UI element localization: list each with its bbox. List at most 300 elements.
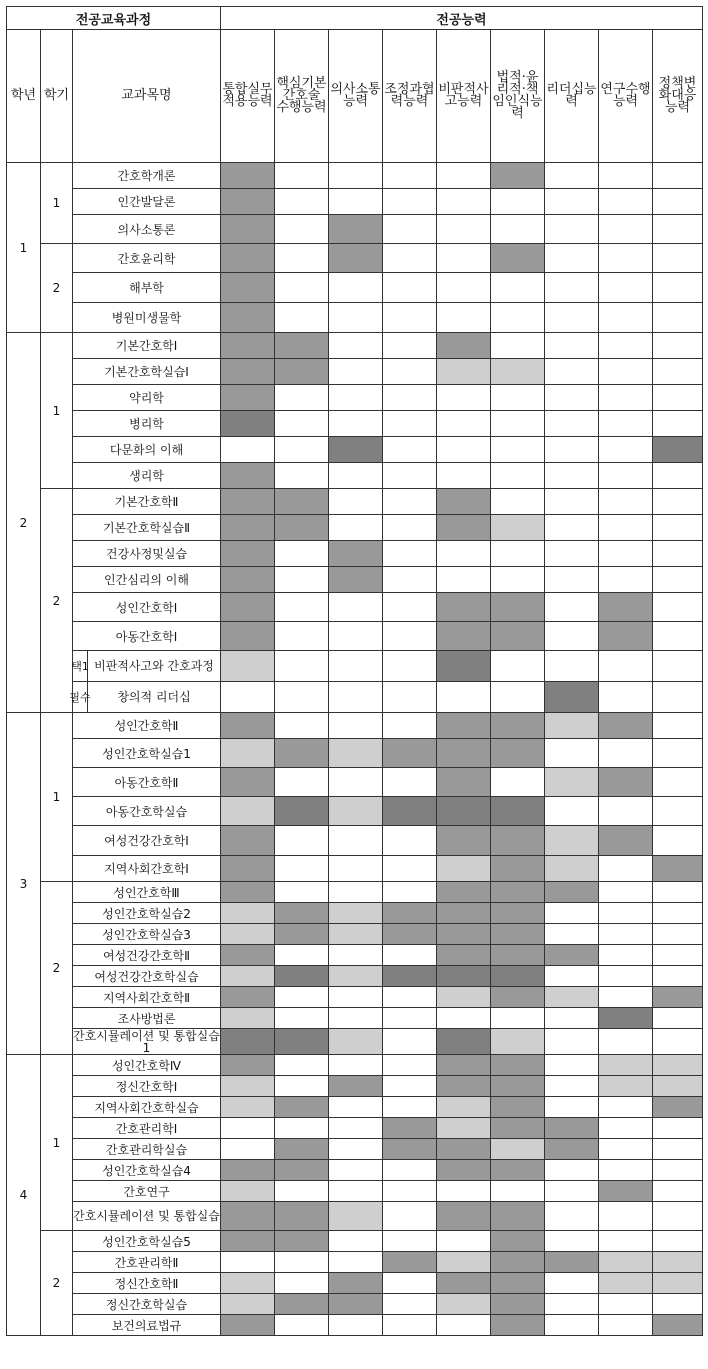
competency-cell-9	[653, 713, 703, 739]
competency-cell-8	[599, 515, 653, 541]
course-name: 간호윤리학	[73, 244, 221, 273]
semester-cell: 2	[41, 489, 73, 713]
competency-cell-3	[329, 411, 383, 437]
competency-cell-6	[491, 273, 545, 303]
table-row	[7, 567, 703, 593]
competency-cell-9	[653, 739, 703, 768]
table-row	[7, 1315, 703, 1336]
competency-cell-6	[491, 515, 545, 541]
competency-cell-2	[275, 1008, 329, 1029]
competency-cell-2	[275, 273, 329, 303]
course-name: 여성건강간호학Ⅱ	[73, 945, 221, 966]
competency-cell-8	[599, 1118, 653, 1139]
competency-cell-5	[437, 1008, 491, 1029]
competency-cell-4	[383, 1076, 437, 1097]
competency-header-3: 의사소통능력	[329, 30, 383, 163]
competency-cell-2	[275, 1231, 329, 1252]
table-row	[7, 826, 703, 856]
curriculum-competency-matrix	[6, 6, 703, 1336]
table-row	[7, 189, 703, 215]
competency-cell-5	[437, 1076, 491, 1097]
competency-cell-5	[437, 903, 491, 924]
competency-cell-9	[653, 411, 703, 437]
competency-cell-2	[275, 768, 329, 797]
competency-cell-6	[491, 1029, 545, 1055]
competency-cell-5	[437, 489, 491, 515]
competency-cell-2	[275, 359, 329, 385]
course-name: 간호시뮬레이션 및 통합실습	[73, 1202, 221, 1231]
competency-cell-7	[545, 882, 599, 903]
competency-cell-1	[221, 333, 275, 359]
competency-cell-6	[491, 856, 545, 882]
competency-cell-3	[329, 622, 383, 651]
competency-cell-6	[491, 1160, 545, 1181]
competency-cell-6	[491, 463, 545, 489]
competency-cell-9	[653, 1097, 703, 1118]
course-name: 약리학	[73, 385, 221, 411]
competency-cell-9	[653, 1273, 703, 1294]
competency-cell-8	[599, 903, 653, 924]
table-row	[7, 1008, 703, 1029]
competency-cell-3	[329, 903, 383, 924]
competency-cell-4	[383, 1252, 437, 1273]
competency-cell-9	[653, 882, 703, 903]
competency-cell-7	[545, 1181, 599, 1202]
competency-cell-5	[437, 987, 491, 1008]
table-row	[7, 1139, 703, 1160]
competency-cell-2	[275, 1055, 329, 1076]
competency-cell-1	[221, 215, 275, 244]
competency-cell-3	[329, 163, 383, 189]
competency-cell-5	[437, 1315, 491, 1336]
competency-cell-9	[653, 333, 703, 359]
table-row	[7, 489, 703, 515]
competency-cell-7	[545, 1008, 599, 1029]
course-name: 아동간호학Ⅰ	[73, 622, 221, 651]
competency-header-8: 연구수행능력	[599, 30, 653, 163]
competency-cell-8	[599, 463, 653, 489]
competency-cell-7	[545, 651, 599, 682]
competency-cell-3	[329, 1294, 383, 1315]
course-name: 지역사회간호학Ⅰ	[73, 856, 221, 882]
competency-cell-2	[275, 1029, 329, 1055]
course-name-text: 창의적 리더십	[117, 690, 191, 704]
competency-cell-9	[653, 903, 703, 924]
competency-cell-1	[221, 1055, 275, 1076]
competency-cell-7	[545, 1202, 599, 1231]
competency-cell-6	[491, 1294, 545, 1315]
table-row	[7, 385, 703, 411]
competency-cell-8	[599, 1202, 653, 1231]
competency-cell-9	[653, 215, 703, 244]
course-name: 정신간호학Ⅰ	[73, 1076, 221, 1097]
competency-cell-2	[275, 713, 329, 739]
course-name: 성인간호학Ⅱ	[73, 713, 221, 739]
competency-cell-2	[275, 567, 329, 593]
course-name-text: 비판적사고와 간호과정	[94, 659, 214, 673]
competency-cell-7	[545, 1231, 599, 1252]
competency-header-6: 법적·윤리적·책임인식능력	[491, 30, 545, 163]
competency-cell-4	[383, 541, 437, 567]
course-name: 기본간호학Ⅱ	[73, 489, 221, 515]
competency-cell-8	[599, 713, 653, 739]
competency-cell-1	[221, 1315, 275, 1336]
table-row	[7, 163, 703, 189]
competency-cell-6	[491, 651, 545, 682]
competency-cell-7	[545, 303, 599, 333]
competency-cell-5	[437, 437, 491, 463]
competency-cell-9	[653, 622, 703, 651]
competency-cell-7	[545, 489, 599, 515]
competency-cell-8	[599, 189, 653, 215]
competency-cell-1	[221, 903, 275, 924]
competency-cell-1	[221, 1231, 275, 1252]
competency-cell-8	[599, 826, 653, 856]
competency-cell-8	[599, 163, 653, 189]
competency-cell-1	[221, 567, 275, 593]
competency-cell-1	[221, 163, 275, 189]
competency-cell-3	[329, 682, 383, 713]
semester-cell: 1	[41, 163, 73, 244]
competency-cell-5	[437, 856, 491, 882]
competency-cell-6	[491, 882, 545, 903]
competency-cell-1	[221, 541, 275, 567]
competency-cell-4	[383, 333, 437, 359]
table-row	[7, 1118, 703, 1139]
semester-cell: 2	[41, 244, 73, 333]
competency-cell-5	[437, 1294, 491, 1315]
table-row	[7, 651, 703, 682]
competency-cell-4	[383, 437, 437, 463]
table-row	[7, 856, 703, 882]
competency-cell-1	[221, 797, 275, 826]
curriculum-header: 전공교육과정	[7, 7, 221, 30]
competency-cell-9	[653, 1160, 703, 1181]
competency-cell-4	[383, 797, 437, 826]
table-row	[7, 1294, 703, 1315]
competency-cell-9	[653, 567, 703, 593]
competency-cell-8	[599, 593, 653, 622]
competency-cell-8	[599, 303, 653, 333]
competency-cell-5	[437, 333, 491, 359]
table-row	[7, 945, 703, 966]
competency-cell-9	[653, 768, 703, 797]
competency-header-5: 비판적사고능력	[437, 30, 491, 163]
competency-cell-4	[383, 1160, 437, 1181]
competency-cell-7	[545, 826, 599, 856]
competency-cell-9	[653, 966, 703, 987]
competency-cell-2	[275, 303, 329, 333]
competency-cell-6	[491, 945, 545, 966]
competency-cell-9	[653, 1008, 703, 1029]
competency-cell-5	[437, 1118, 491, 1139]
competency-cell-4	[383, 273, 437, 303]
competency-cell-5	[437, 713, 491, 739]
competency-cell-2	[275, 189, 329, 215]
competency-cell-3	[329, 593, 383, 622]
competency-cell-2	[275, 385, 329, 411]
competency-cell-2	[275, 856, 329, 882]
competency-cell-5	[437, 1139, 491, 1160]
competency-cell-1	[221, 437, 275, 463]
table-row	[7, 515, 703, 541]
competency-cell-1	[221, 1202, 275, 1231]
competency-cell-9	[653, 1181, 703, 1202]
competency-cell-3	[329, 826, 383, 856]
year-cell: 2	[7, 333, 41, 713]
competency-cell-4	[383, 303, 437, 333]
competency-cell-2	[275, 903, 329, 924]
competency-cell-3	[329, 768, 383, 797]
table-row	[7, 1181, 703, 1202]
competency-cell-9	[653, 1029, 703, 1055]
competency-cell-2	[275, 1294, 329, 1315]
competency-cell-5	[437, 826, 491, 856]
competency-cell-1	[221, 622, 275, 651]
competency-cell-3	[329, 1118, 383, 1139]
competency-cell-6	[491, 768, 545, 797]
competency-cell-9	[653, 463, 703, 489]
table-row	[7, 244, 703, 273]
competency-cell-3	[329, 945, 383, 966]
competency-cell-3	[329, 1029, 383, 1055]
competency-cell-3	[329, 333, 383, 359]
competency-cell-5	[437, 303, 491, 333]
competency-cell-7	[545, 541, 599, 567]
competency-cell-7	[545, 1097, 599, 1118]
competency-cell-5	[437, 651, 491, 682]
competency-cell-4	[383, 1139, 437, 1160]
competency-cell-6	[491, 903, 545, 924]
competency-cell-8	[599, 1294, 653, 1315]
competency-cell-1	[221, 1139, 275, 1160]
elective-label-part: 택1	[73, 651, 88, 681]
competency-cell-8	[599, 1055, 653, 1076]
competency-cell-4	[383, 651, 437, 682]
competency-cell-2	[275, 333, 329, 359]
competency-cell-4	[383, 489, 437, 515]
table-row	[7, 966, 703, 987]
semester-cell: 1	[41, 333, 73, 489]
competency-cell-9	[653, 797, 703, 826]
course-name: 성인간호학Ⅲ	[73, 882, 221, 903]
competency-cell-8	[599, 622, 653, 651]
table-row	[7, 463, 703, 489]
competency-cell-7	[545, 1076, 599, 1097]
course-name: 건강사정및실습	[73, 541, 221, 567]
competency-cell-2	[275, 1315, 329, 1336]
competency-cell-5	[437, 882, 491, 903]
competency-cell-2	[275, 1118, 329, 1139]
competency-cell-6	[491, 987, 545, 1008]
competency-cell-3	[329, 215, 383, 244]
competency-cell-9	[653, 273, 703, 303]
competency-cell-6	[491, 1273, 545, 1294]
competency-cell-1	[221, 1029, 275, 1055]
competency-cell-9	[653, 303, 703, 333]
competency-cell-1	[221, 768, 275, 797]
competency-cell-1	[221, 1181, 275, 1202]
competency-cell-3	[329, 1139, 383, 1160]
course-name: 기본간호학Ⅰ	[73, 333, 221, 359]
competency-cell-9	[653, 189, 703, 215]
competency-cell-5	[437, 945, 491, 966]
competency-cell-2	[275, 945, 329, 966]
competency-cell-3	[329, 463, 383, 489]
competency-cell-6	[491, 437, 545, 463]
table-row	[7, 273, 703, 303]
competency-cell-2	[275, 1252, 329, 1273]
competency-cell-6	[491, 713, 545, 739]
competency-cell-2	[275, 966, 329, 987]
competency-cell-8	[599, 1097, 653, 1118]
competency-cell-2	[275, 1202, 329, 1231]
competency-cell-4	[383, 567, 437, 593]
course-name: 여성건강간호학Ⅰ	[73, 826, 221, 856]
course-name: 간호연구	[73, 1181, 221, 1202]
competency-cell-9	[653, 1076, 703, 1097]
competency-cell-4	[383, 882, 437, 903]
competency-cell-8	[599, 1076, 653, 1097]
competency-cell-9	[653, 682, 703, 713]
course-name: 간호시뮬레이션 및 통합실습1	[73, 1028, 220, 1055]
competency-cell-7	[545, 359, 599, 385]
competency-cell-6	[491, 1231, 545, 1252]
competency-cell-8	[599, 1029, 653, 1055]
competency-cell-4	[383, 856, 437, 882]
competency-cell-5	[437, 1252, 491, 1273]
competency-cell-5	[437, 1181, 491, 1202]
competency-cell-9	[653, 489, 703, 515]
competency-cell-3	[329, 739, 383, 768]
competency-cell-5	[437, 924, 491, 945]
competency-cell-7	[545, 244, 599, 273]
competency-cell-5	[437, 682, 491, 713]
competency-cell-9	[653, 1139, 703, 1160]
competency-cell-3	[329, 515, 383, 541]
course-name: 정신간호학Ⅱ	[73, 1273, 221, 1294]
competency-cell-7	[545, 768, 599, 797]
competency-cell-4	[383, 1118, 437, 1139]
course-name: 정신간호학실습	[73, 1294, 221, 1315]
competency-cell-8	[599, 1315, 653, 1336]
competency-cell-2	[275, 1181, 329, 1202]
competency-cell-3	[329, 651, 383, 682]
competency-cell-2	[275, 622, 329, 651]
competency-cell-6	[491, 622, 545, 651]
table-row	[7, 333, 703, 359]
competency-cell-9	[653, 945, 703, 966]
competency-cell-5	[437, 739, 491, 768]
competency-cell-8	[599, 1273, 653, 1294]
course-name: 성인간호학실습5	[73, 1231, 221, 1252]
table-row	[7, 797, 703, 826]
competency-cell-4	[383, 987, 437, 1008]
competency-cell-4	[383, 463, 437, 489]
competency-cell-2	[275, 593, 329, 622]
course-name: 성인간호학실습1	[73, 739, 221, 768]
competency-cell-5	[437, 1273, 491, 1294]
competency-cell-8	[599, 739, 653, 768]
competency-cell-4	[383, 359, 437, 385]
course-name: 해부학	[73, 273, 221, 303]
competency-cell-8	[599, 651, 653, 682]
competency-cell-8	[599, 924, 653, 945]
competency-cell-9	[653, 1231, 703, 1252]
competency-cell-9	[653, 856, 703, 882]
competency-cell-2	[275, 411, 329, 437]
competency-cell-5	[437, 163, 491, 189]
competency-cell-4	[383, 1097, 437, 1118]
competency-cell-5	[437, 1202, 491, 1231]
table-row	[7, 1029, 703, 1055]
competency-cell-9	[653, 515, 703, 541]
competency-cell-4	[383, 411, 437, 437]
competency-cell-4	[383, 163, 437, 189]
competency-header-4: 조정과협력능력	[383, 30, 437, 163]
table-row	[7, 593, 703, 622]
competency-cell-9	[653, 163, 703, 189]
table-row	[7, 622, 703, 651]
competency-cell-1	[221, 1273, 275, 1294]
course-name: 의사소통론	[73, 215, 221, 244]
competency-cell-5	[437, 797, 491, 826]
competency-cell-6	[491, 359, 545, 385]
competency-cell-6	[491, 244, 545, 273]
competency-cell-7	[545, 1139, 599, 1160]
competency-cell-6	[491, 489, 545, 515]
competency-cell-6	[491, 966, 545, 987]
competency-cell-7	[545, 163, 599, 189]
year-cell: 1	[7, 163, 41, 333]
semester-cell: 2	[41, 1231, 73, 1336]
semester-header: 학기	[41, 30, 73, 163]
competency-cell-4	[383, 826, 437, 856]
competency-cell-8	[599, 1252, 653, 1273]
competency-cell-2	[275, 244, 329, 273]
competency-cell-5	[437, 768, 491, 797]
competency-cell-8	[599, 244, 653, 273]
competency-cell-9	[653, 385, 703, 411]
competency-cell-6	[491, 593, 545, 622]
competency-cell-3	[329, 987, 383, 1008]
competency-cell-7	[545, 437, 599, 463]
competency-cell-8	[599, 333, 653, 359]
competency-cell-9	[653, 1202, 703, 1231]
course-name	[73, 651, 221, 682]
competency-cell-5	[437, 567, 491, 593]
year-header: 학년	[7, 30, 41, 163]
competency-cell-4	[383, 215, 437, 244]
competency-cell-8	[599, 1139, 653, 1160]
course-name: 기본간호학실습Ⅱ	[73, 515, 221, 541]
competency-cell-2	[275, 1160, 329, 1181]
competency-cell-9	[653, 1055, 703, 1076]
competency-cell-4	[383, 924, 437, 945]
year-cell: 3	[7, 713, 41, 1055]
competency-cell-4	[383, 1008, 437, 1029]
competency-header-9: 정책변화대응능력	[653, 30, 703, 163]
competency-cell-3	[329, 713, 383, 739]
competency-cell-1	[221, 463, 275, 489]
competency-cell-7	[545, 1273, 599, 1294]
competency-cell-8	[599, 856, 653, 882]
table-row	[7, 768, 703, 797]
competency-cell-6	[491, 215, 545, 244]
competency-cell-1	[221, 987, 275, 1008]
competency-header-7: 리더십능력	[545, 30, 599, 163]
competency-cell-6	[491, 924, 545, 945]
